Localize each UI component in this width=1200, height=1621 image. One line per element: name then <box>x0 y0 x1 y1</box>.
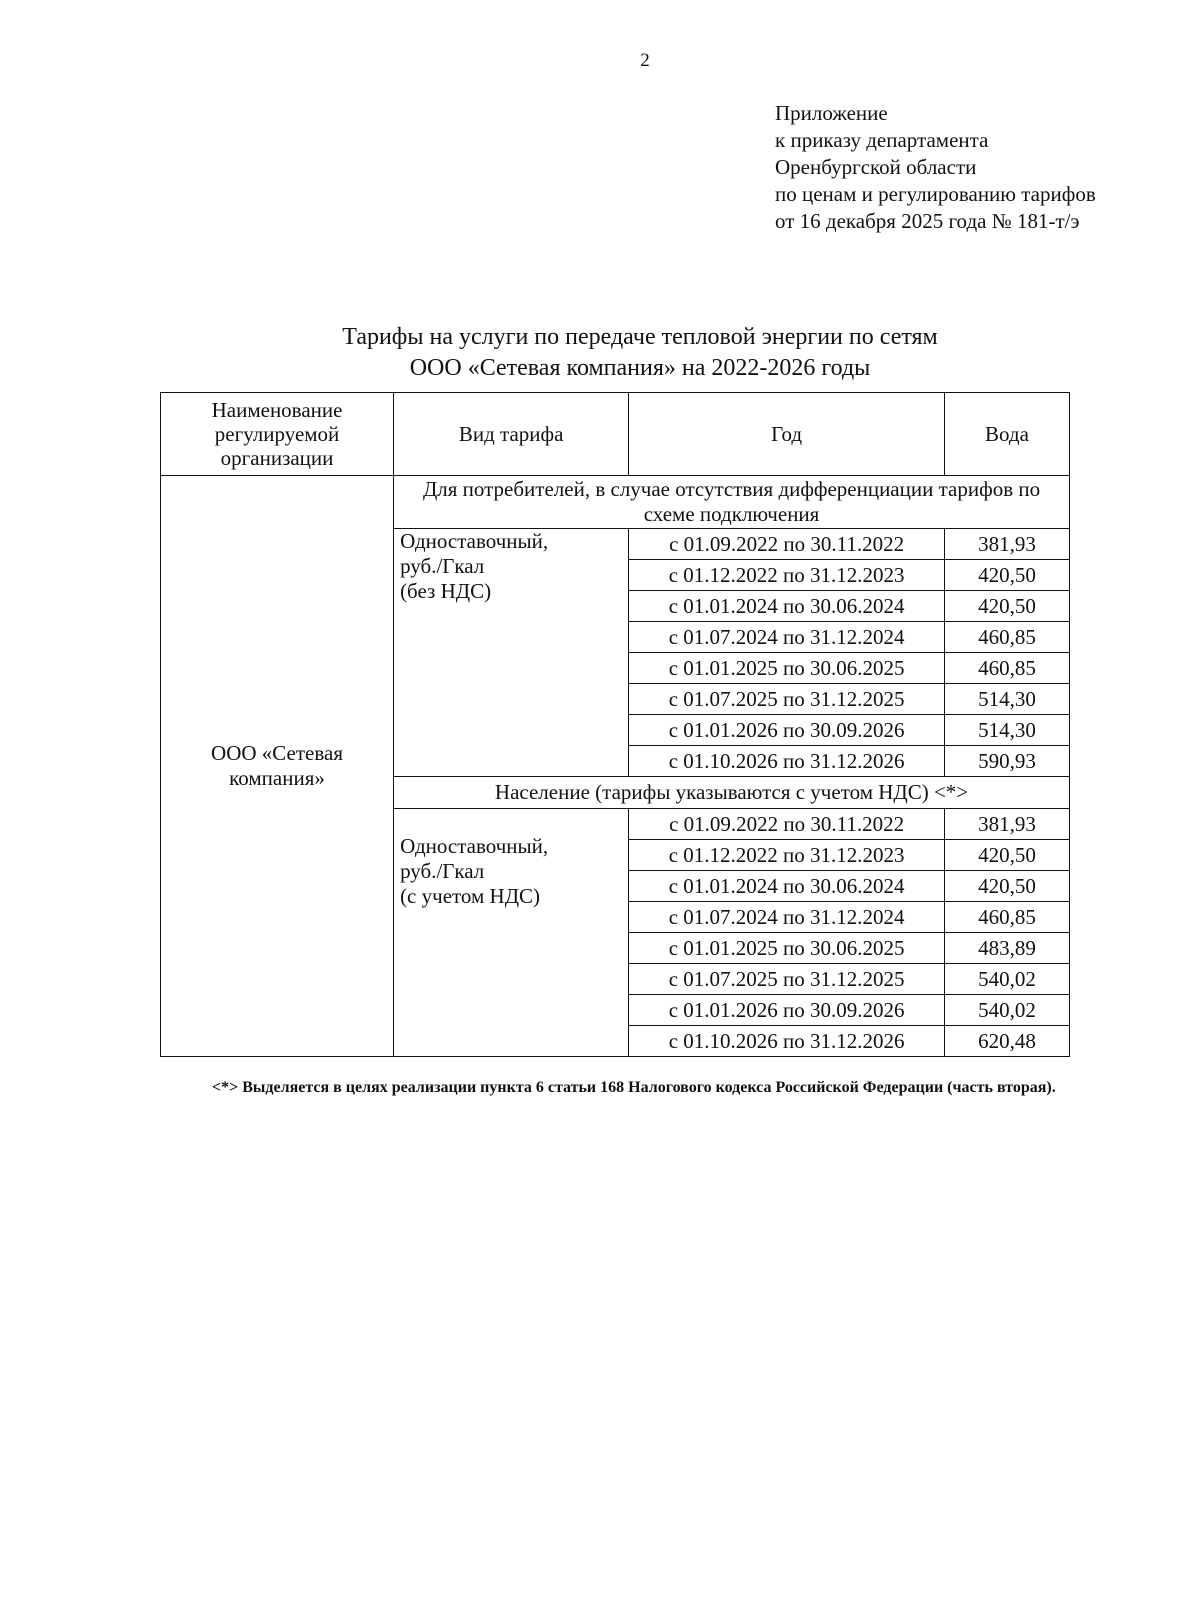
appendix-line: по ценам и регулированию тарифов <box>775 182 1096 206</box>
value-cell: 460,85 <box>944 653 1069 684</box>
title-line-2: ООО «Сетевая компания» на 2022-2026 годы <box>409 355 871 381</box>
title-line-1: Тарифы на услуги по передаче тепловой энергии по сетям <box>342 324 938 350</box>
period-cell: с 01.01.2025 по 30.06.2025 <box>629 933 945 964</box>
tariff-type-line: (с учетом НДС) <box>400 884 541 908</box>
value-cell: 540,02 <box>944 995 1069 1026</box>
tariff-type-line: Одноставочный, <box>400 529 549 553</box>
tariff-type-line: (без НДС) <box>400 579 492 603</box>
appendix-line: Оренбургской области <box>775 155 977 179</box>
period-cell: с 01.01.2025 по 30.06.2025 <box>629 653 945 684</box>
period-cell: с 01.01.2026 по 30.09.2026 <box>629 995 945 1026</box>
period-cell: с 01.09.2022 по 30.11.2022 <box>629 529 945 560</box>
value-cell: 514,30 <box>944 684 1069 715</box>
appendix-line: к приказу департамента <box>775 128 989 152</box>
value-cell: 420,50 <box>944 871 1069 902</box>
tariff-type-line: руб./Гкал <box>400 554 485 578</box>
page-number: 2 <box>640 50 650 71</box>
table-header-row <box>161 393 1070 476</box>
value-cell: 420,50 <box>944 840 1069 871</box>
document-title <box>160 322 1120 384</box>
value-cell: 620,48 <box>944 1026 1069 1057</box>
appendix-line: Приложение <box>775 101 888 125</box>
appendix-line: от 16 декабря 2025 года № 181-т/э <box>775 209 1080 233</box>
value-cell: 381,93 <box>944 809 1069 840</box>
value-cell: 460,85 <box>944 902 1069 933</box>
value-cell: 514,30 <box>944 715 1069 746</box>
header-tariff-type: Вид тарифа <box>394 393 629 476</box>
period-cell: с 01.07.2024 по 31.12.2024 <box>629 622 945 653</box>
value-cell: 540,02 <box>944 964 1069 995</box>
header-year: Год <box>629 393 945 476</box>
period-cell: с 01.07.2025 по 31.12.2025 <box>629 964 945 995</box>
group-title-row <box>161 476 1070 529</box>
period-cell: с 01.01.2024 по 30.06.2024 <box>629 871 945 902</box>
tariff-type-cell <box>394 809 629 1057</box>
group-title: Для потребителей, в случае отсутствия дифференциации тарифов по схеме подключения <box>394 476 1070 529</box>
value-cell: 590,93 <box>944 746 1069 777</box>
organization-cell: ООО «Сетевая компания» <box>161 476 394 1057</box>
tariff-type-line: руб./Гкал <box>400 859 485 883</box>
period-cell: с 01.12.2022 по 31.12.2023 <box>629 560 945 591</box>
period-cell: с 01.01.2024 по 30.06.2024 <box>629 591 945 622</box>
period-cell: с 01.07.2024 по 31.12.2024 <box>629 902 945 933</box>
tariff-type-cell <box>394 529 629 777</box>
value-cell: 381,93 <box>944 529 1069 560</box>
value-cell: 420,50 <box>944 591 1069 622</box>
value-cell: 483,89 <box>944 933 1069 964</box>
tariff-type-line: Одноставочный, <box>400 834 549 858</box>
footnote: <*> Выделяется в целях реализации пункта 6 статьи 168 Налогового кодекса Российской Федерации (часть вторая). <box>212 1079 1056 1096</box>
group-title: Население (тарифы указываются с учетом НДС) <*> <box>394 777 1070 809</box>
value-cell: 420,50 <box>944 560 1069 591</box>
header-organization: Наименование регулируемой организации <box>161 393 394 476</box>
header-value: Вода <box>944 393 1069 476</box>
period-cell: с 01.01.2026 по 30.09.2026 <box>629 715 945 746</box>
period-cell: с 01.12.2022 по 31.12.2023 <box>629 840 945 871</box>
period-cell: с 01.09.2022 по 30.11.2022 <box>629 809 945 840</box>
period-cell: с 01.10.2026 по 31.12.2026 <box>629 1026 945 1057</box>
period-cell: с 01.07.2025 по 31.12.2025 <box>629 684 945 715</box>
appendix-block <box>775 100 1096 235</box>
value-cell: 460,85 <box>944 622 1069 653</box>
tariff-table <box>160 392 1070 1057</box>
period-cell: с 01.10.2026 по 31.12.2026 <box>629 746 945 777</box>
